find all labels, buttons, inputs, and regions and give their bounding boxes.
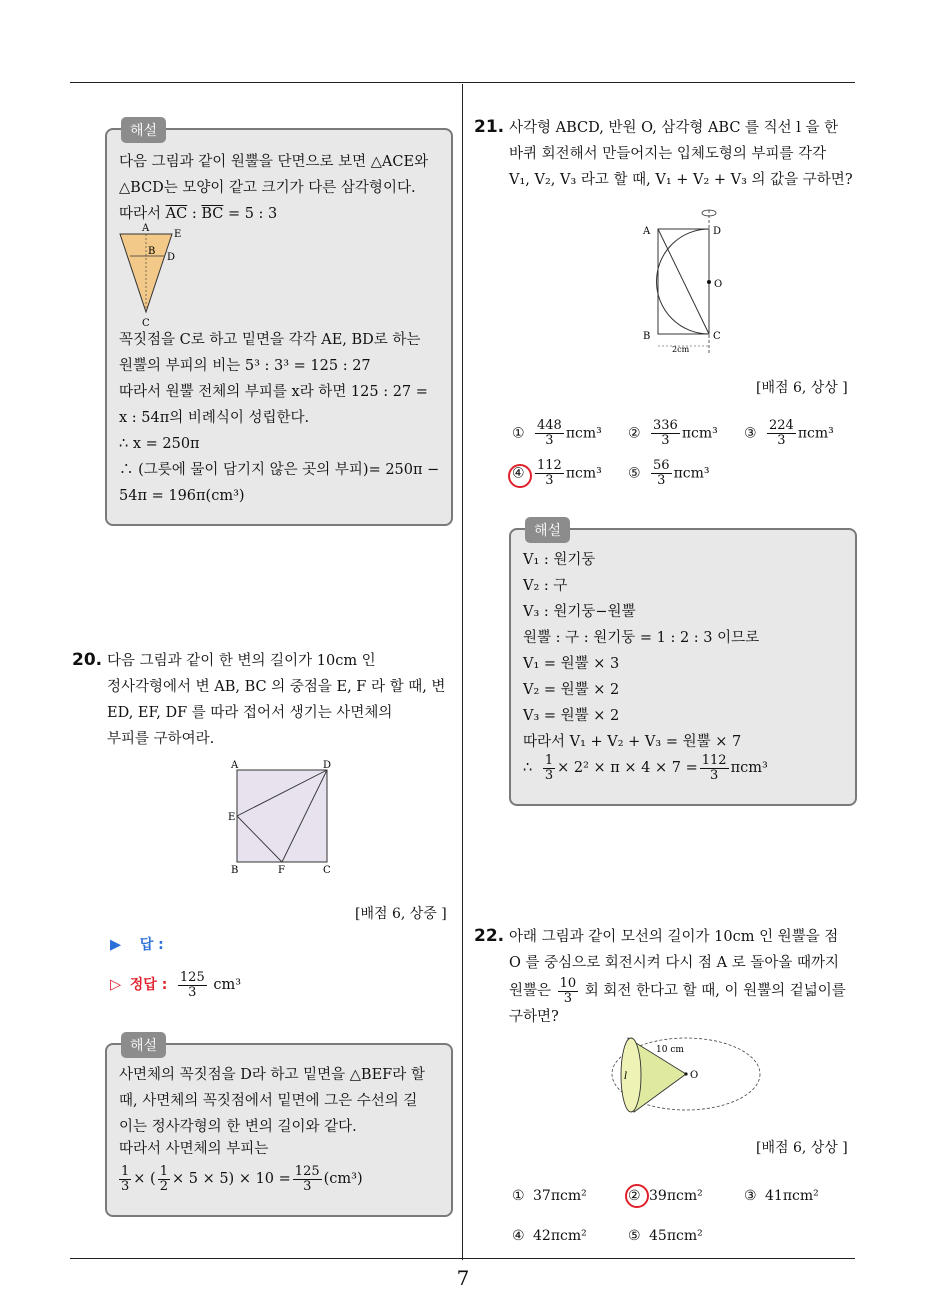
question-line: O 를 중심으로 회전시켜 다시 점 A 로 돌아올 때까지 [509, 955, 839, 971]
label-c: C [713, 331, 721, 342]
question-line: 정사각형에서 변 AB, BC 의 중점을 E, F 라 할 때, 변 [107, 679, 446, 695]
choice-2[interactable] [628, 419, 718, 448]
solution-line: 원뿔 : 구 : 원기둥 = 1 : 2 : 3 이므로 [523, 630, 760, 646]
label-f: F [278, 865, 285, 876]
label-b: B [643, 331, 651, 342]
label-length: 10 cm [656, 1045, 684, 1055]
choice-1[interactable] [512, 419, 602, 448]
correct-answer-fraction: $\frac{125}{3}$ [179, 969, 205, 1000]
fraction: $\frac{125}{3}$ [294, 1163, 320, 1194]
choice-unit: πcm³ [565, 465, 602, 482]
rolling-cone-figure [604, 1032, 764, 1116]
solution-line: 따라서 V₁ + V₂ + V₃ = 원뿔 × 7 [523, 734, 742, 750]
formula-text: πcm³ [730, 760, 768, 776]
solution-box-21 [509, 523, 857, 806]
choice-5[interactable] [628, 1228, 703, 1244]
solution-line: 꼭짓점을 C로 하고 밑면을 각각 AE, BD로 하는 [119, 332, 421, 348]
label-b: B [148, 246, 156, 257]
question-line: ED, EF, DF 를 따라 접어서 생기는 사면체의 [107, 705, 393, 721]
solution-line: 때, 사면체의 꼭짓점에서 밑면에 그은 수선의 길 [119, 1093, 418, 1109]
solution-line: 따라서 사면체의 부피는 [119, 1141, 269, 1157]
choice-fraction: $\frac{112}{3}$ [537, 458, 562, 488]
question-text: 회 회전 한다고 할 때, 이 원뿔의 겉넓이를 [584, 983, 846, 999]
label-c: C [142, 318, 150, 329]
solution-line: △BCD는 모양이 같고 크기가 다른 삼각형이다. [119, 180, 416, 196]
choice-text: 39πcm² [649, 1188, 703, 1204]
question-text: 원뿔은 [509, 983, 552, 999]
solution-line: 원뿔의 부피의 비는 5³ : 3³ = 125 : 27 [119, 358, 371, 374]
choice-mark: ① [512, 1188, 525, 1204]
choice-2[interactable] [628, 1188, 703, 1204]
choice-unit: πcm³ [681, 425, 718, 442]
choice-4[interactable] [512, 459, 602, 488]
correct-answer-row [110, 968, 241, 1002]
answer-row [110, 935, 164, 955]
choice-mark: ③ [744, 1188, 757, 1204]
column-divider [462, 84, 463, 1260]
question-number-22: 22. [474, 926, 505, 946]
question-line: 바퀴 회전해서 만들어지는 입체도형의 부피를 각각 [509, 146, 827, 162]
choice-mark: ② [628, 1188, 641, 1204]
solution-line: 사면체의 꼭짓점을 D라 하고 밑면을 △BEF라 할 [119, 1067, 425, 1083]
choice-unit: πcm³ [797, 425, 834, 442]
label-d: D [167, 252, 176, 263]
label-a: A [231, 760, 239, 771]
solution-line: 이는 정사각형의 한 변의 길이와 같다. [119, 1119, 357, 1135]
rectangle-semicircle-figure [636, 205, 736, 355]
therefore-symbol: ∴ [523, 760, 533, 776]
solution-line: ∴ (그릇에 물이 담기지 않은 곳의 부피)= 250π − [119, 462, 440, 478]
choice-mark: ③ [744, 425, 757, 442]
solution-line: V₂ : 구 [523, 578, 568, 594]
choice-unit: πcm³ [673, 465, 710, 482]
question-number-20: 20. [72, 650, 103, 670]
choice-fraction: $\frac{336}{3}$ [653, 418, 678, 448]
choice-unit: πcm³ [565, 425, 602, 442]
solution-tag: 해설 [121, 117, 166, 143]
question-line: 구하면? [509, 1009, 559, 1025]
label-a: A [643, 226, 651, 237]
choice-fraction: $\frac{56}{3}$ [653, 458, 670, 488]
ratio-sep: : [187, 206, 202, 222]
choice-text: 45πcm² [649, 1228, 703, 1244]
label-e: E [228, 812, 236, 823]
label-o: O [690, 1070, 699, 1081]
choice-1[interactable] [512, 1188, 587, 1204]
label-a: A [142, 223, 150, 234]
choice-mark: ⑤ [628, 465, 641, 482]
choice-text: 41πcm² [765, 1188, 819, 1204]
fraction: $\frac{1}{2}$ [159, 1163, 168, 1194]
formula-text: × ( [133, 1171, 156, 1187]
ratio-value: = 5 : 3 [223, 206, 278, 222]
segment-bc: $\overline{BC}$ [201, 206, 224, 222]
label-c: C [323, 865, 331, 876]
question-line: V₁, V₂, V₃ 라고 할 때, V₁ + V₂ + V₃ 의 값을 구하면? [509, 172, 853, 188]
question-line: 아래 그림과 같이 모선의 길이가 10cm 인 원뿔을 점 [509, 929, 839, 945]
solution-box-19 [105, 123, 453, 526]
solution-line: V₂ = 원뿔 × 2 [523, 682, 620, 698]
formula-text: × 2² × π × 4 × 7 = [557, 760, 698, 776]
score-difficulty: [배점 6, 상상 ] [756, 1140, 848, 1156]
solution-line: ∴ x = 250π [119, 436, 200, 452]
solution-line: V₁ = 원뿔 × 3 [523, 656, 620, 672]
square-figure [225, 758, 340, 878]
solution-formula [523, 750, 768, 786]
cone-section-figure [112, 222, 192, 332]
question-line: 사각형 ABCD, 반원 O, 삼각형 ABC 를 직선 l 을 한 [509, 120, 839, 136]
question-line: 부피를 구하여라. [107, 731, 215, 747]
formula-text: × 5 × 5) × 10 = [171, 1171, 291, 1187]
choice-fraction: $\frac{224}{3}$ [769, 418, 794, 448]
choice-mark: ② [628, 425, 641, 442]
score-difficulty: [배점 6, 상중 ] [355, 906, 447, 922]
solution-tag: 해설 [525, 517, 570, 543]
correct-answer-label: 정답 : [129, 977, 168, 993]
answer-label: 답 : [139, 937, 164, 953]
solution-line: V₃ = 원뿔 × 2 [523, 708, 620, 724]
segment-ac: $\overline{AC}$ [165, 206, 188, 222]
fraction: $\frac{10}{3}$ [559, 975, 577, 1006]
answer-arrow-icon: ▶ [110, 937, 122, 953]
solution-box-20 [105, 1038, 453, 1217]
fraction: $\frac{1}{3}$ [121, 1163, 130, 1194]
correct-arrow-icon: ▷ [110, 977, 122, 993]
label-d: D [323, 760, 332, 771]
fraction: $\frac{112}{3}$ [701, 752, 727, 783]
choice-3[interactable] [744, 419, 834, 448]
bottom-rule [70, 1258, 855, 1259]
ratio-prefix: 따라서 [119, 206, 166, 222]
solution-line [119, 204, 277, 224]
label-d: D [713, 226, 722, 237]
question-number-21: 21. [474, 117, 505, 137]
label-l: l [624, 1071, 628, 1082]
question-line: 다음 그림과 같이 한 변의 길이가 10cm 인 [107, 653, 376, 669]
choice-5[interactable] [628, 459, 710, 488]
choice-fraction: $\frac{448}{3}$ [537, 418, 562, 448]
score-difficulty: [배점 6, 상상 ] [756, 380, 848, 396]
solution-line: 다음 그림과 같이 원뿔을 단면으로 보면 △ACE와 [119, 154, 429, 170]
solution-line: V₁ : 원기둥 [523, 552, 596, 568]
choice-mark: ⑤ [628, 1228, 641, 1244]
solution-line: 따라서 원뿔 전체의 부피를 x라 하면 125 : 27 = [119, 384, 428, 400]
question-line [509, 973, 846, 1009]
choice-4[interactable] [512, 1228, 587, 1244]
solution-line: 54π = 196π(cm³) [119, 488, 245, 504]
choice-text: 37πcm² [533, 1188, 587, 1204]
label-length: 2cm [672, 345, 690, 354]
fraction: $\frac{1}{3}$ [544, 752, 554, 783]
choice-mark: ④ [512, 1228, 525, 1244]
label-b: B [231, 865, 239, 876]
choice-mark: ① [512, 425, 525, 442]
choice-mark: ④ [512, 465, 525, 482]
solution-line: x : 54π의 비례식이 성립한다. [119, 410, 310, 426]
label-o: O [714, 279, 723, 290]
solution-tag: 해설 [121, 1032, 166, 1058]
label-e: E [174, 229, 182, 240]
solution-formula [117, 1161, 363, 1197]
choice-text: 42πcm² [533, 1228, 587, 1244]
page-number: 7 [456, 1266, 470, 1290]
top-rule [70, 82, 855, 83]
choice-3[interactable] [744, 1188, 819, 1204]
formula-text: (cm³) [323, 1171, 363, 1187]
solution-line: V₃ : 원기둥−원뿔 [523, 604, 636, 620]
correct-answer-unit: cm³ [213, 977, 242, 993]
